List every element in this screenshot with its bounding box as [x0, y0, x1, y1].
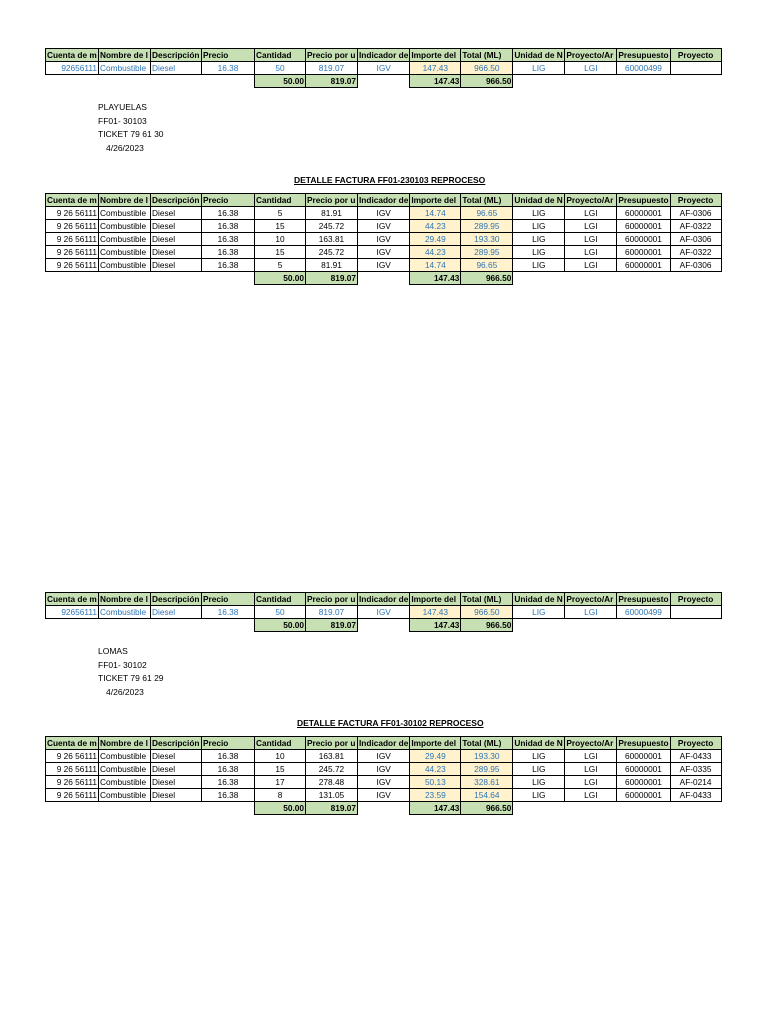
total-total: 966.50: [461, 802, 513, 815]
precio-cell: 16.38: [202, 750, 255, 763]
total-precio-u: 819.07: [306, 75, 358, 88]
nombre-cell: Combustible: [99, 776, 151, 789]
header-cell: Presupuesto: [618, 50, 669, 60]
header-cell: Cantidad: [255, 194, 306, 207]
header-cell: Indicador de: [359, 738, 409, 748]
importe-cell: 44.23: [410, 220, 461, 233]
importe-cell: 50.13: [410, 776, 461, 789]
detail-table-1: [45, 193, 722, 285]
unidad-cell: LIG: [513, 776, 565, 789]
descripcion-cell: Diesel: [151, 789, 202, 802]
cuenta-cell: 9 26 56111: [46, 776, 99, 789]
header-cell: Proyecto: [670, 49, 721, 62]
proyecto-ar-cell: LGI: [565, 62, 617, 75]
header-cell: Cantidad: [255, 49, 306, 62]
total-cell: 328.61: [461, 776, 513, 789]
cuenta-cell: 9 26 56111: [46, 763, 99, 776]
header-cell: Proyecto/Ar: [565, 593, 617, 606]
indicador-cell: IGV: [358, 246, 410, 259]
presupuesto-cell: 60000001: [617, 246, 670, 259]
precio-u-cell: 163.81: [306, 750, 358, 763]
header-cell: Precio: [202, 49, 255, 62]
precio-u-cell: 163.81: [306, 233, 358, 246]
presupuesto-cell: 60000001: [617, 207, 670, 220]
descripcion-cell: Diesel: [151, 246, 202, 259]
table-row: [46, 606, 722, 619]
total-importe: 147.43: [410, 272, 461, 285]
proyecto-cell: AF-0306: [670, 233, 721, 246]
table-header-row: [46, 49, 722, 62]
section-2-info: [98, 645, 164, 699]
section-1-caption: DETALLE FACTURA FF01-230103 REPROCESO: [294, 175, 486, 185]
unidad-cell: LIG: [513, 606, 565, 619]
cantidad-cell: 5: [255, 207, 306, 220]
summary-table-1-block: [45, 48, 722, 88]
header-cell: Total (ML): [461, 737, 513, 750]
cantidad-cell: 15: [255, 246, 306, 259]
cantidad-cell: 5: [255, 259, 306, 272]
table-row: [46, 259, 722, 272]
precio-cell: 16.38: [202, 763, 255, 776]
proyecto-cell: AF-0306: [670, 259, 721, 272]
total-cell: 289.95: [461, 246, 513, 259]
header-cell: Cuenta de m: [47, 50, 97, 60]
totals-row: [46, 619, 722, 632]
header-cell: Descripción: [152, 594, 200, 604]
header-cell: Proyecto/Ar: [565, 737, 617, 750]
indicador-cell: IGV: [358, 750, 410, 763]
proyecto-cell: [670, 606, 721, 619]
descripcion-cell: Diesel: [151, 606, 202, 619]
cuenta-cell: 92656111: [46, 62, 99, 75]
precio-cell: 16.38: [202, 207, 255, 220]
proyecto-cell: [670, 62, 721, 75]
summary-table-1: [45, 48, 722, 88]
date-label: 4/26/2023: [106, 142, 144, 153]
precio-cell: 16.38: [202, 62, 255, 75]
header-cell: Nombre de l: [99, 49, 151, 62]
table-row: [46, 233, 722, 246]
total-importe: 147.43: [410, 802, 461, 815]
detail-table-2-block: [45, 736, 722, 815]
detail-table-1-block: [45, 193, 722, 285]
totals-row: [46, 802, 722, 815]
table-header-row: [46, 194, 722, 207]
header-cell: Precio: [202, 737, 255, 750]
header-cell: Proyecto: [670, 593, 721, 606]
presupuesto-cell: 60000001: [617, 776, 670, 789]
total-cell: 966.50: [461, 606, 513, 619]
proyecto-ar-cell: LGI: [565, 776, 617, 789]
header-cell: Cuenta de m: [47, 738, 97, 748]
descripcion-cell: Diesel: [151, 62, 202, 75]
total-precio-u: 819.07: [306, 802, 358, 815]
total-cantidad: 50.00: [255, 75, 306, 88]
header-cell: Precio: [202, 194, 255, 207]
precio-cell: 16.38: [202, 789, 255, 802]
importe-cell: 29.49: [410, 750, 461, 763]
presupuesto-cell: 60000499: [617, 62, 670, 75]
section-1-info: [98, 101, 164, 155]
importe-cell: 23.59: [410, 789, 461, 802]
importe-cell: 14.74: [410, 259, 461, 272]
header-cell: Nombre de l: [99, 593, 151, 606]
header-cell: Importe del: [410, 49, 461, 62]
header-cell: Presupuesto: [618, 738, 669, 748]
total-precio-u: 819.07: [306, 272, 358, 285]
proyecto-ar-cell: LGI: [565, 246, 617, 259]
cuenta-cell: 9 26 56111: [46, 750, 99, 763]
invoice-label: FF01- 30102: [98, 659, 147, 670]
nombre-cell: Combustible: [99, 606, 151, 619]
total-total: 966.50: [461, 272, 513, 285]
proyecto-cell: AF-0306: [670, 207, 721, 220]
table-header-row: [46, 593, 722, 606]
importe-cell: 44.23: [410, 763, 461, 776]
header-cell: Indicador de: [359, 195, 409, 205]
header-cell: Importe del: [410, 194, 461, 207]
location-label: LOMAS: [98, 646, 128, 656]
total-cell: 193.30: [461, 750, 513, 763]
proyecto-ar-cell: LGI: [565, 750, 617, 763]
precio-u-cell: 131.05: [306, 789, 358, 802]
cuenta-cell: 9 26 56111: [46, 207, 99, 220]
cantidad-cell: 10: [255, 750, 306, 763]
proyecto-ar-cell: LGI: [565, 259, 617, 272]
nombre-cell: Combustible: [99, 233, 151, 246]
header-cell: Descripción: [152, 738, 200, 748]
indicador-cell: IGV: [358, 606, 410, 619]
proyecto-ar-cell: LGI: [565, 207, 617, 220]
table-row: [46, 789, 722, 802]
cuenta-cell: 9 26 56111: [46, 233, 99, 246]
precio-u-cell: 245.72: [306, 246, 358, 259]
cantidad-cell: 50: [255, 606, 306, 619]
nombre-cell: Combustible: [99, 62, 151, 75]
cantidad-cell: 15: [255, 763, 306, 776]
descripcion-cell: Diesel: [151, 220, 202, 233]
descripcion-cell: Diesel: [151, 763, 202, 776]
indicador-cell: IGV: [358, 789, 410, 802]
table-row: [46, 62, 722, 75]
importe-cell: 29.49: [410, 233, 461, 246]
detail-table-2: [45, 736, 722, 815]
presupuesto-cell: 60000001: [617, 789, 670, 802]
indicador-cell: IGV: [358, 233, 410, 246]
total-cell: 154.64: [461, 789, 513, 802]
header-cell: Descripción: [152, 195, 200, 205]
table-row: [46, 220, 722, 233]
cuenta-cell: 9 26 56111: [46, 789, 99, 802]
precio-cell: 16.38: [202, 776, 255, 789]
header-cell: Indicador de: [359, 594, 409, 604]
presupuesto-cell: 60000001: [617, 233, 670, 246]
summary-table-2: [45, 592, 722, 632]
presupuesto-cell: 60000001: [617, 220, 670, 233]
precio-cell: 16.38: [202, 606, 255, 619]
location-label: PLAYUELAS: [98, 102, 147, 112]
nombre-cell: Combustible: [99, 220, 151, 233]
header-cell: Cantidad: [255, 593, 306, 606]
header-cell: Importe del: [410, 593, 461, 606]
total-cell: 966.50: [461, 62, 513, 75]
cantidad-cell: 10: [255, 233, 306, 246]
header-cell: Unidad de N: [513, 194, 565, 207]
table-header-row: [46, 737, 722, 750]
total-cantidad: 50.00: [255, 272, 306, 285]
ticket-label: TICKET 79 61 30: [98, 129, 164, 139]
header-cell: Nombre de l: [99, 737, 151, 750]
precio-u-cell: 81.91: [306, 207, 358, 220]
header-cell: Unidad de N: [513, 593, 565, 606]
precio-cell: 16.38: [202, 259, 255, 272]
indicador-cell: IGV: [358, 259, 410, 272]
descripcion-cell: Diesel: [151, 259, 202, 272]
header-cell: Cuenta de m: [47, 594, 97, 604]
importe-cell: 147.43: [410, 62, 461, 75]
total-precio-u: 819.07: [306, 619, 358, 632]
header-cell: Total (ML): [461, 49, 513, 62]
importe-cell: 44.23: [410, 246, 461, 259]
cuenta-cell: 9 26 56111: [46, 246, 99, 259]
proyecto-cell: AF-0214: [670, 776, 721, 789]
cantidad-cell: 8: [255, 789, 306, 802]
header-cell: Precio por u: [306, 593, 358, 606]
proyecto-ar-cell: LGI: [565, 789, 617, 802]
proyecto-cell: AF-0322: [670, 220, 721, 233]
descripcion-cell: Diesel: [151, 750, 202, 763]
table-row: [46, 776, 722, 789]
cuenta-cell: 92656111: [46, 606, 99, 619]
importe-cell: 147.43: [410, 606, 461, 619]
ticket-label: TICKET 79 61 29: [98, 673, 164, 683]
cuenta-cell: 9 26 56111: [46, 259, 99, 272]
header-cell: Cantidad: [255, 737, 306, 750]
invoice-label: FF01- 30103: [98, 115, 147, 126]
presupuesto-cell: 60000499: [617, 606, 670, 619]
precio-u-cell: 81.91: [306, 259, 358, 272]
precio-cell: 16.38: [202, 246, 255, 259]
descripcion-cell: Diesel: [151, 776, 202, 789]
descripcion-cell: Diesel: [151, 207, 202, 220]
proyecto-ar-cell: LGI: [565, 220, 617, 233]
header-cell: Precio por u: [306, 194, 358, 207]
descripcion-cell: Diesel: [151, 233, 202, 246]
indicador-cell: IGV: [358, 220, 410, 233]
table-row: [46, 763, 722, 776]
header-cell: Precio por u: [306, 49, 358, 62]
precio-cell: 16.38: [202, 233, 255, 246]
total-cell: 96.65: [461, 207, 513, 220]
precio-u-cell: 819.07: [306, 606, 358, 619]
table-row: [46, 246, 722, 259]
nombre-cell: Combustible: [99, 789, 151, 802]
total-cell: 193.30: [461, 233, 513, 246]
cuenta-cell: 9 26 56111: [46, 220, 99, 233]
cantidad-cell: 15: [255, 220, 306, 233]
header-cell: Precio por u: [306, 737, 358, 750]
totals-row: [46, 272, 722, 285]
total-cell: 289.95: [461, 220, 513, 233]
nombre-cell: Combustible: [99, 750, 151, 763]
header-cell: Cuenta de m: [47, 195, 97, 205]
total-cell: 96.65: [461, 259, 513, 272]
unidad-cell: LIG: [513, 207, 565, 220]
presupuesto-cell: 60000001: [617, 259, 670, 272]
header-cell: Unidad de N: [513, 49, 565, 62]
header-cell: Proyecto/Ar: [565, 194, 617, 207]
unidad-cell: LIG: [513, 763, 565, 776]
total-importe: 147.43: [410, 75, 461, 88]
unidad-cell: LIG: [513, 789, 565, 802]
header-cell: Unidad de N: [513, 737, 565, 750]
section-2-caption: DETALLE FACTURA FF01-30102 REPROCESO: [297, 718, 484, 728]
proyecto-ar-cell: LGI: [565, 606, 617, 619]
precio-cell: 16.38: [202, 220, 255, 233]
unidad-cell: LIG: [513, 233, 565, 246]
header-cell: Indicador de: [359, 50, 409, 60]
unidad-cell: LIG: [513, 750, 565, 763]
table-row: [46, 207, 722, 220]
importe-cell: 14.74: [410, 207, 461, 220]
total-total: 966.50: [461, 75, 513, 88]
totals-row: [46, 75, 722, 88]
precio-u-cell: 245.72: [306, 220, 358, 233]
header-cell: Nombre de l: [99, 194, 151, 207]
header-cell: Importe del: [410, 737, 461, 750]
proyecto-ar-cell: LGI: [565, 763, 617, 776]
proyecto-cell: AF-0433: [670, 789, 721, 802]
indicador-cell: IGV: [358, 62, 410, 75]
nombre-cell: Combustible: [99, 246, 151, 259]
indicador-cell: IGV: [358, 207, 410, 220]
presupuesto-cell: 60000001: [617, 763, 670, 776]
unidad-cell: LIG: [513, 220, 565, 233]
header-cell: Presupuesto: [618, 195, 669, 205]
indicador-cell: IGV: [358, 776, 410, 789]
header-cell: Total (ML): [461, 194, 513, 207]
total-importe: 147.43: [410, 619, 461, 632]
cantidad-cell: 17: [255, 776, 306, 789]
indicador-cell: IGV: [358, 763, 410, 776]
date-label: 4/26/2023: [106, 686, 144, 697]
header-cell: Proyecto: [670, 737, 721, 750]
header-cell: Total (ML): [461, 593, 513, 606]
total-total: 966.50: [461, 619, 513, 632]
precio-u-cell: 245.72: [306, 763, 358, 776]
nombre-cell: Combustible: [99, 207, 151, 220]
nombre-cell: Combustible: [99, 763, 151, 776]
nombre-cell: Combustible: [99, 259, 151, 272]
precio-u-cell: 278.48: [306, 776, 358, 789]
total-cantidad: 50.00: [255, 802, 306, 815]
proyecto-cell: AF-0322: [670, 246, 721, 259]
header-cell: Presupuesto: [618, 594, 669, 604]
presupuesto-cell: 60000001: [617, 750, 670, 763]
unidad-cell: LIG: [513, 246, 565, 259]
proyecto-cell: AF-0335: [670, 763, 721, 776]
precio-u-cell: 819.07: [306, 62, 358, 75]
header-cell: Proyecto/Ar: [565, 49, 617, 62]
proyecto-ar-cell: LGI: [565, 233, 617, 246]
cantidad-cell: 50: [255, 62, 306, 75]
proyecto-cell: AF-0433: [670, 750, 721, 763]
header-cell: Proyecto: [670, 194, 721, 207]
total-cell: 289.95: [461, 763, 513, 776]
unidad-cell: LIG: [513, 259, 565, 272]
header-cell: Descripción: [152, 50, 200, 60]
header-cell: Precio: [202, 593, 255, 606]
table-row: [46, 750, 722, 763]
unidad-cell: LIG: [513, 62, 565, 75]
total-cantidad: 50.00: [255, 619, 306, 632]
summary-table-2-block: [45, 592, 722, 632]
